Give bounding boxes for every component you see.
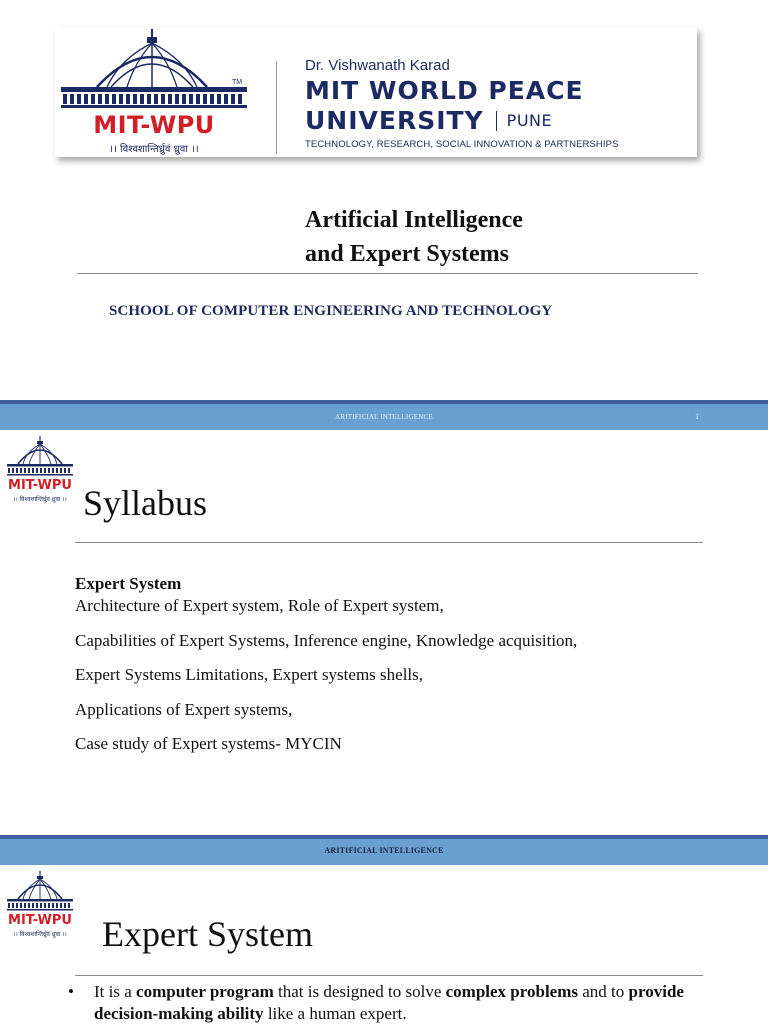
syllabus-heading: Expert System — [75, 574, 182, 593]
university-name-line2 — [305, 106, 697, 136]
footer-top-rule — [0, 835, 768, 839]
name-separator — [496, 111, 497, 131]
slide-page-number: 1 — [695, 412, 699, 421]
university-name-block — [305, 57, 697, 150]
title-divider — [75, 975, 703, 976]
syllabus-line: Expert Systems Limitations, Expert systems shells, — [75, 665, 424, 684]
title-slide — [0, 0, 768, 400]
bullet-text — [94, 981, 728, 1024]
bullet-item — [68, 981, 728, 1024]
university-tagline: TECHNOLOGY, RESEARCH, SOCIAL INNOVATION & PARTNERSHIPS — [305, 139, 619, 150]
title-line-1: Artificial Intelligence — [305, 207, 523, 233]
syllabus-slide — [0, 430, 768, 835]
banner-divider — [276, 61, 277, 154]
footer-top-rule — [0, 400, 768, 404]
university-city: PUNE — [506, 111, 553, 130]
syllabus-content — [75, 573, 577, 755]
university-name-line1: MIT WORLD PEACE — [305, 76, 584, 105]
slide-footer-bar — [0, 835, 768, 865]
syllabus-line: Capabilities of Expert Systems, Inference engine, Knowledge acquisition, — [75, 630, 578, 650]
syllabus-line: Applications of Expert systems, — [75, 699, 293, 719]
bullet-text-part: It is a — [94, 982, 137, 1001]
bullet-symbol: • — [68, 982, 74, 1001]
footer-course-label: ARITIFICIAL INTELLIGENCE — [335, 413, 433, 421]
school-name: SCHOOL OF COMPUTER ENGINEERING AND TECHNOLOGY — [109, 303, 553, 319]
slide-title: Syllabus — [83, 483, 208, 523]
title-divider — [77, 273, 698, 274]
bullet-text-part: like a human expert. — [263, 1004, 407, 1023]
bullet-emphasis: complex problems — [445, 982, 578, 1001]
bullet-emphasis: provide decision-making ability — [94, 982, 684, 1023]
slide-title: Expert System — [102, 914, 313, 954]
syllabus-line: Case study of Expert systems- MYCIN — [75, 734, 342, 753]
university-logo-small — [4, 869, 76, 938]
logo-motto: ।। विश्वशान्तिर्ध्रुवं ध्रुवा ।। — [13, 496, 67, 503]
syllabus-line: Architecture of Expert system, Role of Expert system, — [75, 596, 444, 615]
footer-course-label: ARITIFICIAL INTELLIGENCE — [324, 846, 444, 855]
university-name-word: UNIVERSITY — [305, 106, 484, 135]
presentation-title — [305, 203, 523, 271]
trademark-mark: TM — [232, 79, 243, 86]
slide-footer-bar — [0, 400, 768, 430]
logo-wordmark: MIT-WPU — [8, 913, 72, 928]
logo-motto: ।। विश्वशान्तिर्ध्रुवं ध्रुवा ।। — [13, 931, 67, 938]
bullet-text-part: that is designed to solve — [273, 982, 446, 1001]
bullet-emphasis: computer program — [136, 982, 274, 1001]
bullet-text-part: and to — [578, 982, 629, 1001]
title-line-2: and Expert Systems — [305, 241, 510, 267]
university-logo-small — [4, 434, 76, 503]
logo-motto: ।। विश्वशान्तिर्ध्रुवं ध्रुवा ।। — [109, 144, 199, 155]
founder-name: Dr. Vishwanath Karad — [305, 57, 450, 74]
expert-system-slide — [0, 865, 768, 1024]
university-banner — [55, 27, 697, 157]
logo-wordmark: MIT-WPU — [8, 478, 72, 493]
logo-wordmark: MIT-WPU — [93, 111, 215, 139]
title-divider — [75, 542, 703, 543]
